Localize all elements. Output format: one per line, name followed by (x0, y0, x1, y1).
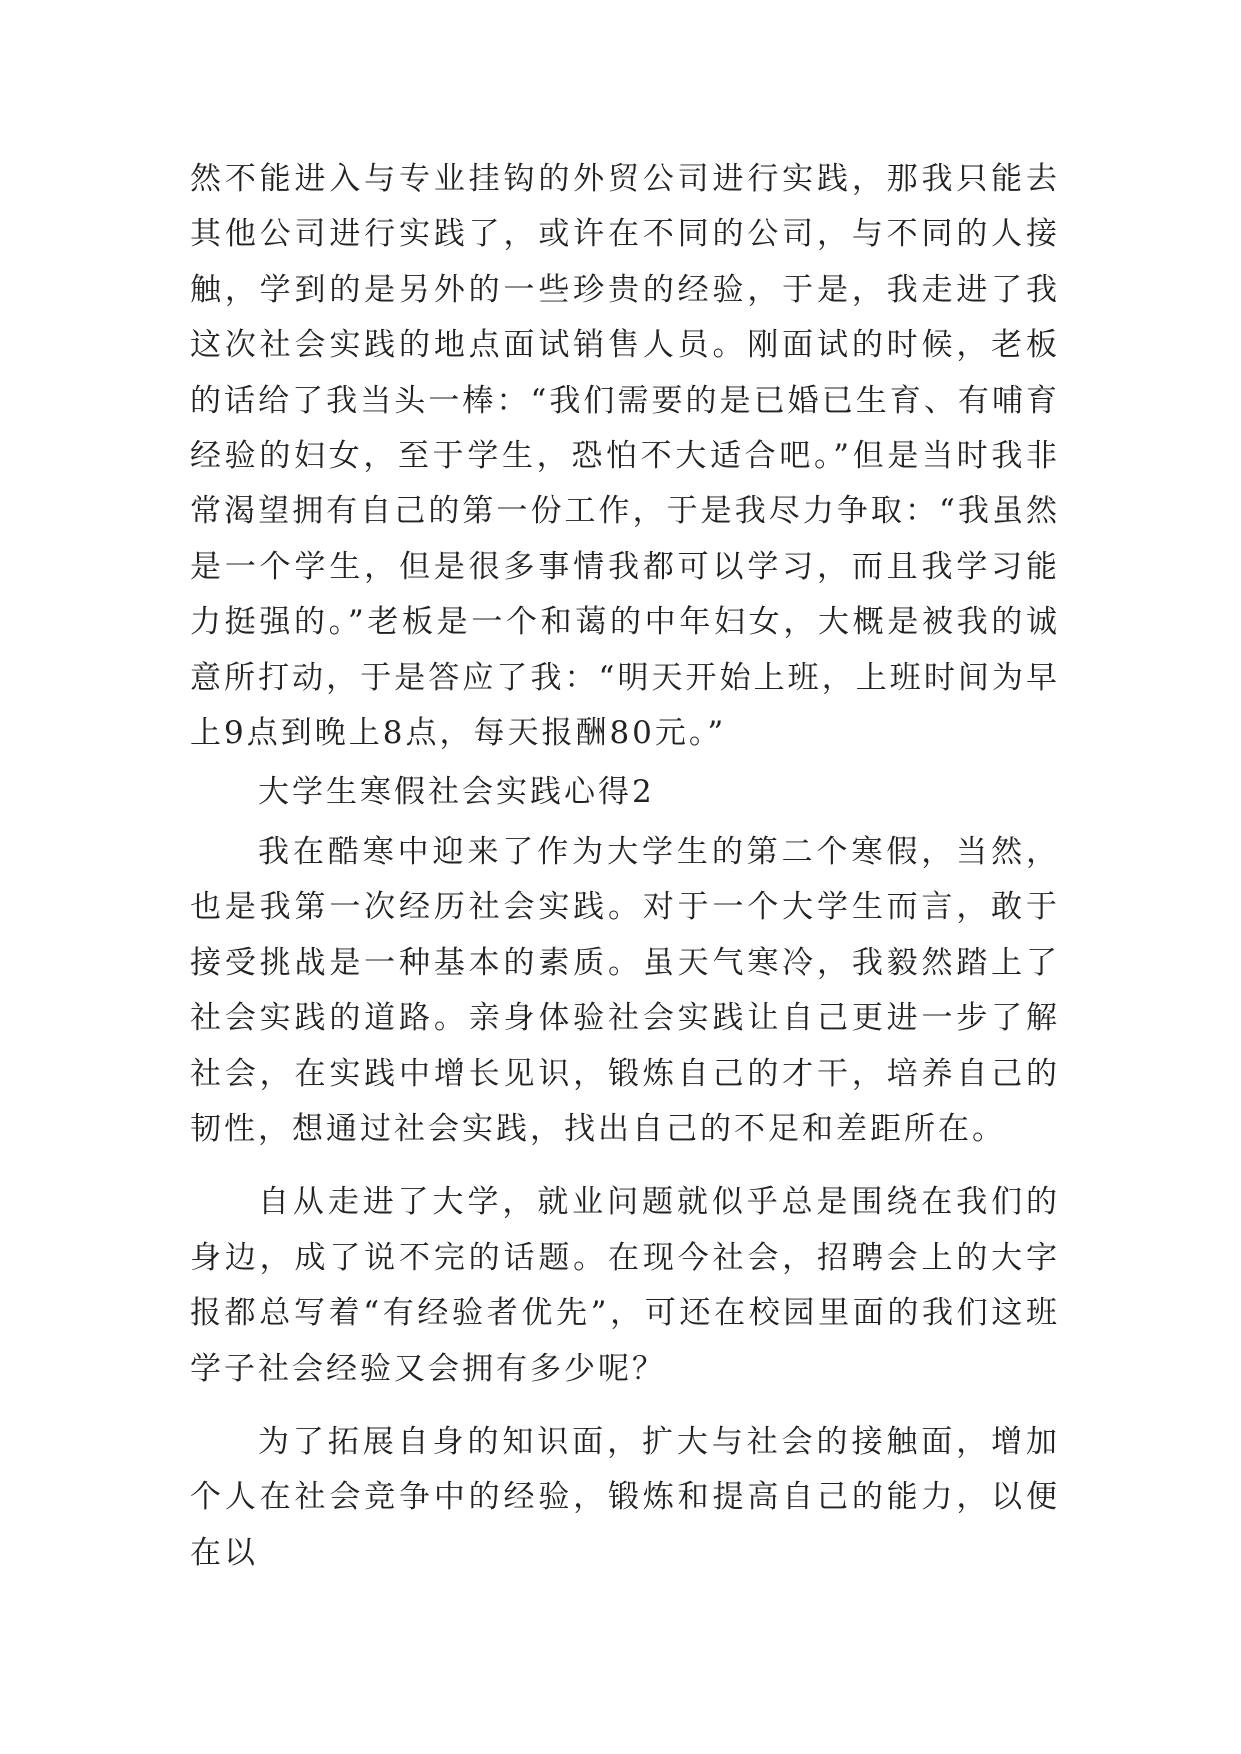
document-body (190, 152, 1060, 1581)
paragraph-intro: 我在酷寒中迎来了作为大学生的第二个寒假，当然，也是我第一次经历社会实践。对于一个大学生而言，敢于接受挑战是一种基本的素质。虽天气寒冷，我毅然踏上了社会实践的道路。亲身体验社会实践让自己更进一步了解社会，在实践中增长见识，锻炼自己的才干，培养自己的韧性，想通过社会实践，找出自己的不足和差距所在。 (190, 833, 1060, 1147)
paragraph-employment: 自从走进了大学，就业问题就似乎总是围绕在我们的身边，成了说不完的话题。在现今社会，招聘会上的大字报都总写着“有经验者优先”，可还在校园里面的我们这班学子社会经验又会拥有多少呢？ (190, 1184, 1060, 1387)
paragraph-continued: 然不能进入与专业挂钩的外贸公司进行实践，那我只能去其他公司进行实践了，或许在不同的公司，与不同的人接触，学到的是另外的一些珍贵的经验，于是，我走进了我这次社会实践的地点面试销售人员。刚面试的时候，老板的话给了我当头一棒：“我们需要的是已婚已生育、有哺育经验的妇女，至于学生，恐怕不大适合吧。”但是当时我非常渴望拥有自己的第一份工作，于是我尽力争取：“我虽然是一个学生，但是很多事情我都可以学习，而且我学习能力挺强的。”老板是一个和蔼的中年妇女，大概是被我的诚意所打动，于是答应了我：“明天开始上班，上班时间为早上9点到晚上8点，每天报酬80元。” (190, 161, 1060, 752)
section-heading: 大学生寒假社会实践心得2 (258, 774, 655, 811)
paragraph-purpose: 为了拓展自身的知识面，扩大与社会的接触面，增加个人在社会竞争中的经验，锻炼和提高自己的能力，以便在以 (190, 1423, 1060, 1571)
